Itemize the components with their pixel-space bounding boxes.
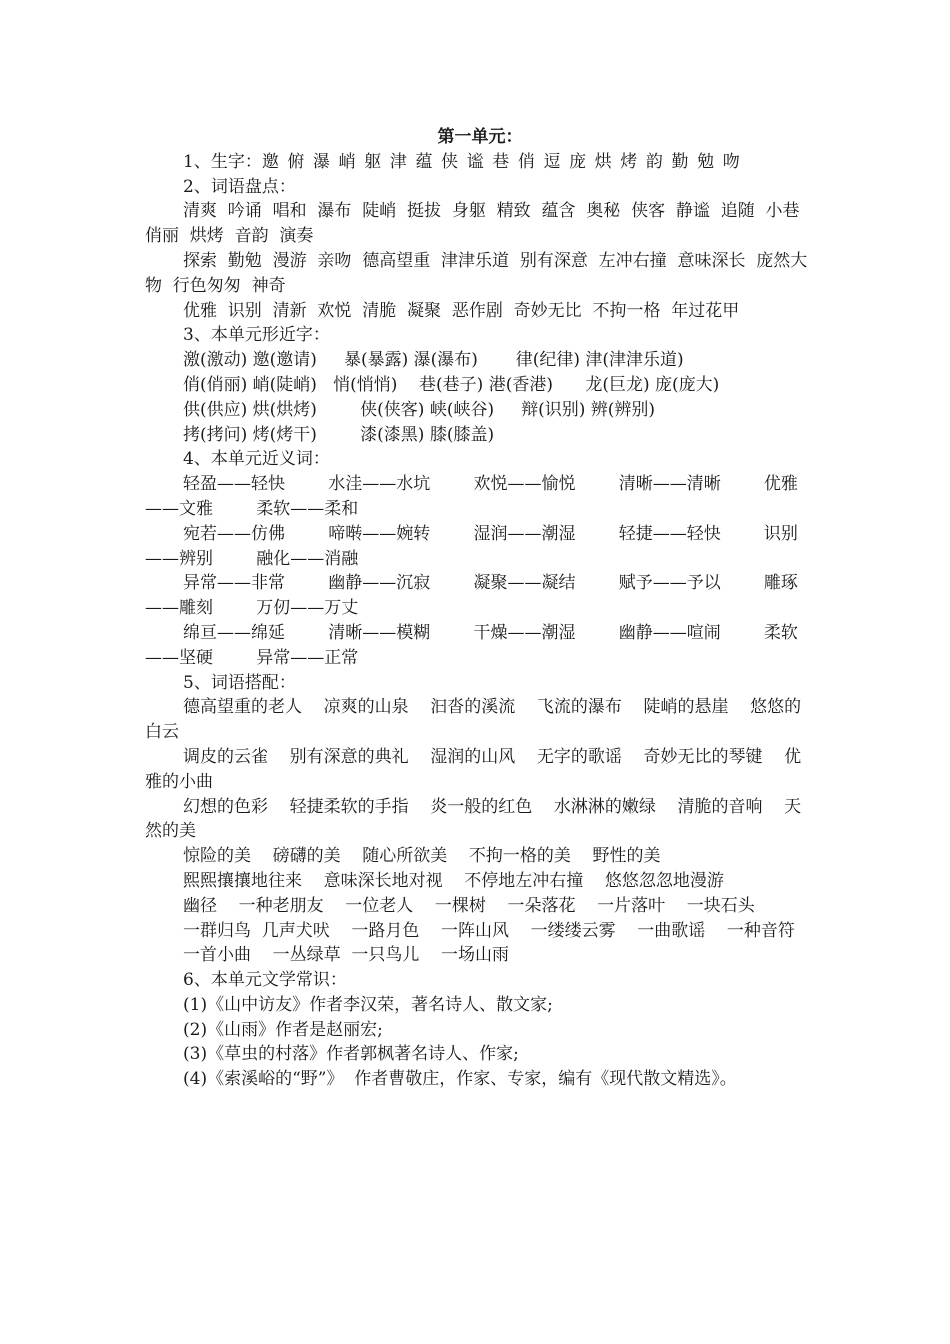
section-6-heading: 6、本单元文学常识： bbox=[183, 970, 347, 991]
phrases-paragraph-5: 熙熙攘攘地往来 意味深长地对视 不停地左冲右撞 悠悠忽忽地漫游 bbox=[183, 870, 724, 891]
section-2-heading: 2、词语盘点： bbox=[183, 176, 296, 197]
section-4-heading: 4、本单元近义词： bbox=[183, 449, 330, 470]
synonyms-paragraph-2: 宛若——仿佛 啼啭——婉转 湿润——潮湿 轻捷——轻快 识别——辨别 融化——消融 bbox=[145, 523, 798, 569]
section-1-heading: 1、生字： bbox=[183, 151, 262, 172]
similar-chars-row-4: 拷(拷问) 烤(烤干) 漆(漆黑) 膝(膝盖) bbox=[183, 424, 495, 445]
literature-note-1: (1)《山中访友》作者李汉荣，著名诗人、散文家; bbox=[183, 994, 553, 1015]
literature-note-4: (4)《索溪峪的“野”》 作者曹敬庄，作家、专家，编有《现代散文精选》。 bbox=[183, 1069, 737, 1090]
section-1-line bbox=[145, 150, 815, 175]
similar-chars-row-2: 俏(俏丽) 峭(陡峭) 悄(悄悄) 巷(巷子) 港(香港) 龙(巨龙) 庞(庞大) bbox=[183, 374, 720, 395]
synonyms-paragraph-1: 轻盈——轻快 水洼——水坑 欢悦——愉悦 清晰——清晰 优雅——文雅 柔软——柔和 bbox=[145, 474, 798, 519]
similar-chars-row-3: 供(供应) 烘(烘烤) 侠(侠客) 峡(峡谷) 辩(识别) 辨(辨别) bbox=[183, 399, 656, 420]
similar-chars-row-1: 激(激动) 邀(邀请) 暴(暴露) 瀑(瀑布) 律(纪律) 津(津津乐道) bbox=[183, 350, 684, 371]
page-title: 第一单元： bbox=[437, 127, 523, 147]
phrases-paragraph-2: 调皮的云雀 别有深意的典礼 湿润的山风 无字的歌谣 奇妙无比的琴键 优雅的小曲 bbox=[145, 746, 802, 792]
phrases-paragraph-4: 惊险的美 磅礴的美 随心所欲美 不拘一格的美 野性的美 bbox=[183, 846, 661, 867]
phrases-paragraph-7: 一群归鸟 几声犬吠 一路月色 一阵山风 一缕缕云雾 一曲歌谣 一种音符 bbox=[183, 920, 795, 941]
section-3-heading: 3、本单元形近字： bbox=[183, 325, 330, 346]
phrases-paragraph-6: 幽径 一种老朋友 一位老人 一棵树 一朵落花 一片落叶 一块石头 bbox=[183, 895, 755, 916]
section-5-heading: 5、词语搭配： bbox=[183, 672, 296, 693]
vocab-paragraph-1: 清爽 吟诵 唱和 瀑布 陡峭 挺拔 身躯 精致 蕴含 奥秘 侠客 静谧 追随 小巷 俏丽 烘烤 音韵 演奏 bbox=[145, 201, 811, 247]
phrases-paragraph-3: 幻想的色彩 轻捷柔软的手指 炎一般的红色 水淋淋的嫩绿 清脆的音响 天然的美 bbox=[145, 796, 802, 842]
literature-note-2: (2)《山雨》作者是赵丽宏; bbox=[183, 1019, 383, 1040]
vocab-paragraph-3: 优雅 识别 清新 欢悦 清脆 凝聚 恶作剧 奇妙无比 不拘一格 年过花甲 bbox=[183, 300, 740, 321]
document-page bbox=[145, 125, 815, 1092]
phrases-paragraph-1: 德高望重的老人 凉爽的山泉 汩沓的溪流 飞流的瀑布 陡峭的悬崖 悠悠的白云 bbox=[145, 697, 802, 743]
literature-note-3: (3)《草虫的村落》作者郭枫著名诗人、作家; bbox=[183, 1044, 519, 1065]
vocab-paragraph-2: 探索 勤勉 漫游 亲吻 德高望重 津津乐道 别有深意 左冲右撞 意味深长 庞然大物 行色匆匆 神奇 bbox=[145, 250, 808, 296]
phrases-paragraph-8: 一首小曲 一丛绿草 一只鸟儿 一场山雨 bbox=[183, 945, 510, 966]
new-characters: 邀 俯 瀑 峭 躯 津 蕴 侠 谧 巷 俏 逗 庞 烘 烤 韵 勤 勉 吻 bbox=[261, 151, 742, 172]
synonyms-paragraph-3: 异常——非常 幽静——沉寂 凝聚——凝结 赋予——予以 雕琢——雕刻 万仞——万丈 bbox=[145, 573, 798, 619]
synonyms-paragraph-4: 绵亘——绵延 清晰——模糊 干燥——潮湿 幽静——喧闹 柔软——坚硬 异常——正常 bbox=[145, 622, 798, 668]
